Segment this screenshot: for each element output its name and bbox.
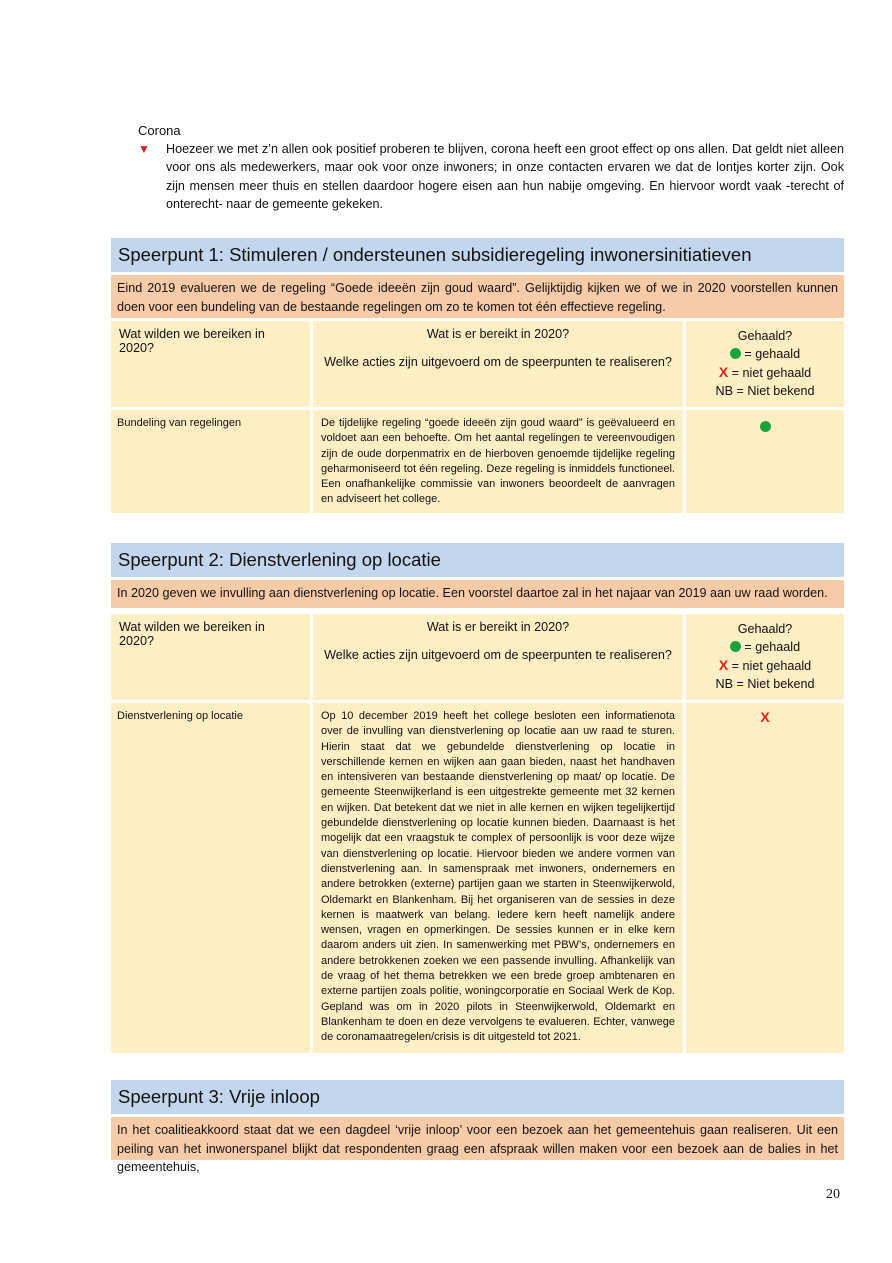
corona-paragraph: Hoezeer we met z’n allen ook positief proberen te blijven, corona heeft een groot effect op ons allen. Dat geldt niet alleen voor ons als medewerkers, maar ook voor onze inwoners; in onze contacten ervaren we dat de lontjes korter zijn. Ook zijn mensen meer thuis en stellen daardoor hogere eisen aan hun nabije omgeving. En hiervoor wordt vaak -terecht of onterecht- naar de gemeente gekeken. (166, 142, 844, 212)
legend-unknown: NB = Niet bekend (715, 677, 815, 691)
header-status-cell-2 (686, 614, 844, 700)
legend-achieved: = gehaald (744, 640, 801, 654)
speerpunt-1-result-cell (313, 410, 683, 513)
speerpunt-2-status-cell (686, 703, 844, 1053)
header-result-line1: Wat is er bereikt in 2020? (426, 620, 570, 634)
header-status-cell (686, 321, 844, 407)
section-title-corona: Corona (138, 123, 181, 138)
red-triangle-bullet-icon: ▼ (138, 142, 150, 156)
header-goal: Wat wilden we bereiken in 2020? (119, 620, 265, 648)
legend-not-achieved: = niet gehaald (731, 366, 812, 380)
speerpunt-3-title: Speerpunt 3: Vrije inloop (111, 1080, 844, 1114)
header-status-title: Gehaald? (737, 329, 793, 343)
red-x-icon: X (718, 657, 729, 673)
green-dot-icon (730, 348, 741, 359)
header-goal-cell (111, 321, 310, 407)
header-goal: Wat wilden we bereiken in 2020? (119, 327, 265, 355)
speerpunt-1-status-cell (686, 410, 844, 513)
green-dot-icon (730, 641, 741, 652)
status-not-achieved-red-x-icon: X (760, 709, 770, 725)
legend-not-achieved: = niet gehaald (731, 659, 812, 673)
speerpunt-1-description: Eind 2019 evalueren we de regeling “Goede ideeën zijn goud waard”. Gelijktijdig kijken we of we in 2020 voorstellen kunnen doen voor een bundeling van de bestaande regelingen om zo te komen tot één effectieve regeling. (111, 275, 844, 318)
header-result-cell (313, 321, 683, 407)
speerpunt-1-title: Speerpunt 1: Stimuleren / ondersteunen subsidieregeling inwonersinitiatieven (111, 238, 844, 272)
header-result-cell-2 (313, 614, 683, 700)
speerpunt-2-result: Op 10 december 2019 heeft het college besloten een informatienota over de invulling van dienstverlening op locatie aan uw raad te sturen. Hierin staat dat we gebundelde dienstverlening op locatie in verschillende kernen en wijken aan gaan bieden, naast het handhaven en intensiveren van bestaande dienstverlening op maat/ op locatie. De gemeente Steenwijkerland is een uitgestrekte gemeente met 32 kernen en wijken. Dat betekent dat we niet in alle kernen en wijken tegelijkertijd gebundelde dienstverlening op locatie kunnen bieden. Daarnaast is het mogelijk dat een vraagstuk te complex of persoonlijk is voor deze wijze van dienstverlening op locatie. Hiervoor bieden we andere vormen van dienstverlening aan. In samenspraak met inwoners, ondernemers en andere betrokken (externe) partijen gaan we starten in Steenwijkerwold, Oldemarkt en Blankenham. Bij het organiseren van de sessies in deze kernen is maatwerk van belang. Iedere kern heeft namelijk andere wensen, vragen en opmerkingen. De sessies kunnen er in elke kern daarom anders uit zien. In samenwerking met PBW’s, ondernemers en andere betrokkenen zoeken we een passende invulling. Afhankelijk van de vraag of het thema betrekken we een brede groep ambtenaren en externe partijen zoals politie, woningcorporatie en Sociaal Werk de Kop. Gepland was om in 2020 pilots in Steenwijkerwold, Oldemarkt en Blankenham te doen en deze vervolgens te evalueren. Echter, vanwege de coronamaatregelen/crisis is dit uitgesteld tot 2021. (321, 710, 675, 1044)
header-status-title: Gehaald? (737, 622, 793, 636)
speerpunt-1-goal-cell (111, 410, 310, 513)
speerpunt-1-result: De tijdelijke regeling “goede ideeën zijn goud waard” is geëvalueerd en voldoet aan een behoefte. Om het aantal regelingen te vereenvoudigen zijn de oude dorpenmatrix en de hierboven genoemde tijdelijke regeling geharmoniseerd tot één regeling. Deze regeling is inmiddels functioneel. Een onafhankelijke commissie van inwoners beoordeelt de aanvragen en adviseert het college. (321, 417, 675, 506)
speerpunt-2-result-cell (313, 703, 683, 1053)
speerpunt-3-description: In het coalitieakkoord staat dat we een dagdeel ‘vrije inloop’ voor een bezoek aan het gemeentehuis gaan realiseren. Uit een peiling van het inwonerspanel blijkt dat respondenten graag een afspraak willen maken voor een bezoek aan de balies in het gemeentehuis, (111, 1117, 844, 1160)
speerpunt-2-goal-cell (111, 703, 310, 1053)
speerpunt-1-goal: Bundeling van regelingen (117, 417, 242, 429)
status-achieved-green-dot-icon (760, 421, 771, 432)
legend-unknown: NB = Niet bekend (715, 384, 815, 398)
red-x-icon: X (718, 364, 729, 380)
legend-achieved: = gehaald (744, 347, 801, 361)
header-goal-cell-2 (111, 614, 310, 700)
header-result-line2: Welke acties zijn uitgevoerd om de speerpunten te realiseren? (324, 648, 672, 662)
header-result-line1: Wat is er bereikt in 2020? (426, 327, 570, 341)
page-number: 20 (826, 1187, 840, 1202)
speerpunt-2-title: Speerpunt 2: Dienstverlening op locatie (111, 543, 844, 577)
speerpunt-2-description: In 2020 geven we invulling aan dienstverlening op locatie. Een voorstel daartoe zal in het najaar van 2019 aan uw raad worden. (111, 580, 844, 608)
header-result-line2: Welke acties zijn uitgevoerd om de speerpunten te realiseren? (324, 355, 672, 369)
speerpunt-2-goal: Dienstverlening op locatie (117, 710, 243, 722)
